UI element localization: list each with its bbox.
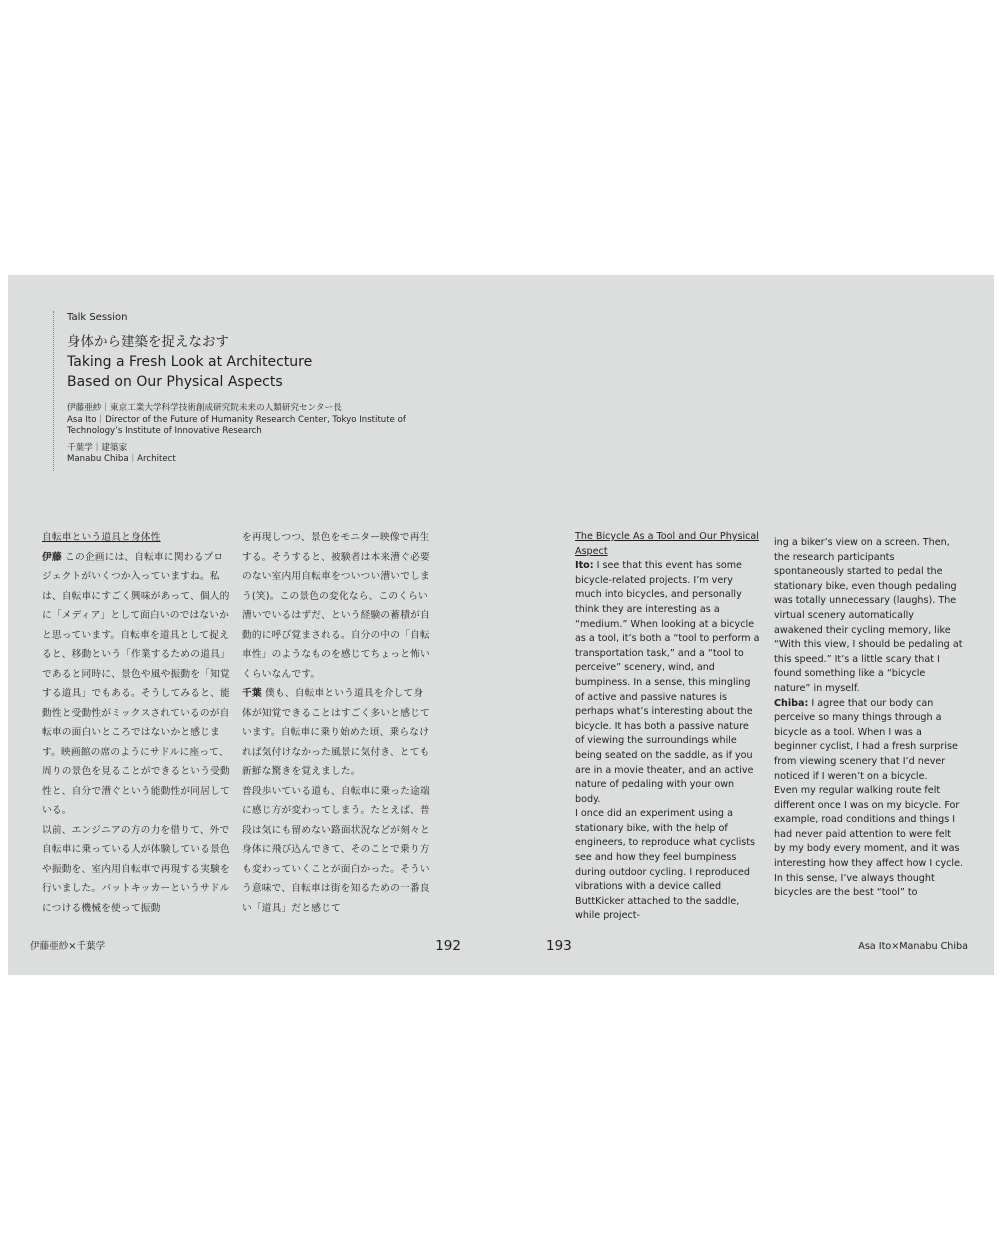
paragraph-text: 普段歩いている道も、自転車に乗った途端に感じ方が変わってしまう。たとえば、普段は気にも留めない路面状況などが刻々と身体に飛び込んできて、そのことで乗り方も変わっていくことが面白かった。そういう意味で、自転車は街を知るための一番良い「道具」だと感じて <box>242 785 430 914</box>
credit-en-line-2: Technology’s Institute of Innovative Research <box>67 426 262 436</box>
paragraph-text: I see that this event has some bicycle-related projects. I’m very much into bicycles, and personally think they are interesting as a “medium.” When looking at a bicycle as a tool, it’s both a “tool to perform a transportation task,” and a “tool to perceive” scenery, wind, and bumpiness. In a sense, this mingling of active and passive natures is perhaps what’s interesting about the bicycle. It has both a passive nature of viewing the surroundings while being seated on the saddle, as if you are in a movie theater, and an active nature of pedaling with your own body. <box>575 560 760 805</box>
page-number-left: 192 <box>435 938 461 954</box>
paragraph <box>42 548 232 821</box>
credit-asa-ito <box>67 403 487 438</box>
paragraph <box>774 784 964 901</box>
credit-manabu-chiba <box>67 443 487 466</box>
running-head-left: 伊藤亜紗×千葉学 <box>30 941 106 952</box>
english-column-1 <box>575 530 761 922</box>
title-japanese: 身体から建築を捉えなおす <box>67 334 229 350</box>
credit-en-line-1: Manabu Chiba｜Architect <box>67 454 176 464</box>
speaker-label: Ito: <box>575 560 594 572</box>
paragraph-text: Even my regular walking route felt different once I was on my bicycle. For example, road conditions and things I had never paid attention to were felt by my body every moment, and it was interesting how they affect how I cycle. In this sense, I’ve always thought bicycles are the best “tool” to <box>774 785 964 899</box>
left-page <box>8 275 501 975</box>
credit-en-line-1: Asa Ito｜Director of the Future of Humanity Research Center, Tokyo Institute of <box>67 414 406 425</box>
paragraph-text: この企画には、自転車に関わるプロジェクトがいくつか入っていますね。私は、自転車にすごく興味があって、個人的に「メディア」として面白いのではないかと思っています。自転車を道具として捉えると、移動という「作業するための道具」であると同時に、景色や風や振動を「知覚する道具」でもある。そうしてみると、能動性と受動性がミックスされているのが自転車の面白いところではないかと感じます。映画館の席のようにサドルに座って、周りの景色を見ることができるという受動性と、自分で漕ぐという能動性が同居している。 <box>42 551 230 816</box>
running-head-right: Asa Ito×Manabu Chiba <box>858 941 968 952</box>
credits <box>67 403 487 466</box>
credit-ja: 伊藤亜紗｜東京工業大学科学技術創成研究院未来の人類研究センター長 <box>67 403 342 413</box>
paragraph <box>774 697 964 785</box>
right-page <box>501 275 994 975</box>
title-english-line-1: Taking a Fresh Look at Architecture <box>67 354 313 370</box>
credit-ja: 千葉学｜建築家 <box>67 442 128 453</box>
paragraph <box>242 528 432 684</box>
paragraph <box>42 821 232 919</box>
speaker-label: 伊藤 <box>42 551 62 563</box>
paragraph <box>575 807 761 924</box>
paragraph-text: I once did an experiment using a stationary bike, with the help of engineers, to reproduce what cyclists see and how they feel bumpiness during outdoor cycling. I reproduced vibrations with a device called ButtKicker attached to the saddle, while project- <box>575 808 756 922</box>
page-number-right: 193 <box>546 938 572 954</box>
japanese-column-2 <box>242 528 432 914</box>
speaker-label: Chiba: <box>774 697 809 709</box>
section-heading-en: The Bicycle As a Tool and Our Physical Aspect <box>575 531 759 557</box>
speaker-label: 千葉 <box>242 688 262 699</box>
title-english-line-2: Based on Our Physical Aspects <box>67 374 283 390</box>
kicker: Talk Session <box>67 312 128 323</box>
paragraph <box>242 684 432 782</box>
article-header <box>53 311 487 471</box>
paragraph <box>575 559 761 807</box>
paragraph-text: I agree that our body can perceive so many things through a bicycle as a tool. When I was a beginner cyclist, I had a fresh surprise from viewing scenery that I’d never noticed if I weren’t on a bicycle. <box>774 697 958 782</box>
japanese-column-1 <box>42 528 232 914</box>
english-column-2 <box>774 536 964 906</box>
paragraph <box>774 536 964 697</box>
paragraph-text: を再現しつつ、景色をモニター映像で再生する。そうすると、被験者は本来漕ぐ必要のない室内用自転車をついつい漕いでしまう(笑)。この景色の変化なら、このくらい漕いでいるはずだ、という経験の蓄積が自動的に呼び覚まされる。自分の中の「自転車性」のようなものを感じてちょっと怖いくらいなんです。 <box>242 532 430 680</box>
paragraph-text: 僕も、自転車という道具を介して身体が知覚できることはすごく多いと感じています。自転車に乗り始めた頃、乗らなければ気付けなかった風景に気付き、とても新鮮な驚きを覚えました。 <box>242 688 430 777</box>
section-heading-ja: 自転車という道具と身体性 <box>42 532 161 543</box>
paragraph-text: 以前、エンジニアの方の力を借りて、外で自転車に乗っている人が体験している景色や振動を、室内用自転車で再現する実験を行いました。バットキッカーというサドルにつける機械を使って振動 <box>42 824 230 914</box>
book-spread <box>8 275 994 975</box>
paragraph-text: ing a biker’s view on a screen. Then, the research participants spontaneously started to pedal the stationary bike, even though pedaling was totally unnecessary (laughs). The virtual scenery automatically awakened their cycling memory, like “With this view, I should be pedaling at this speed.” It’s a little scary that I found something like a “bicycle nature” in myself. <box>774 537 963 694</box>
paragraph <box>242 782 432 919</box>
